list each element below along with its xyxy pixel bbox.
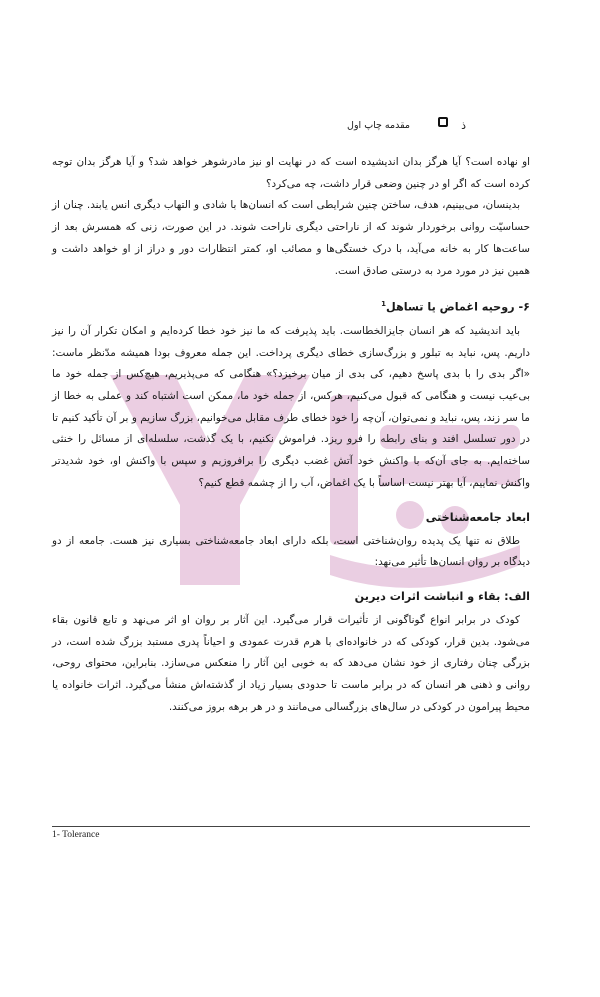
heading-tolerance [52, 294, 530, 318]
heading-tolerance-text: ۶- روحیه اغماض یا تساهل [385, 300, 530, 314]
footnote-divider [52, 826, 530, 827]
footnote-marker: 1 [381, 300, 386, 309]
page-body [52, 152, 530, 719]
heading-persistence: الف: بقاء و انباشت اثرات دیرین [354, 589, 530, 603]
paragraph-2: بدینسان، می‌بینیم، هدف، ساختن چنین شرایطی است که انسان‌ها با شادی و التهاب دیگری انس یابند. چنان از حساسیّت روانی برخوردار شوند که از ناراحتی دیگری ناراحت شوند. در این صورت، زنی که همسرش بعد از ساعت‌ها کار به خانه می‌آید، با درک خستگی‌ها و مصائب او، کمتر انتظارات دور و دراز از او خواهد داشت و همین نیز در مورد مرد به درستی صادق است. [52, 199, 530, 277]
paragraph-1: او نهاده است؟ آیا هرگز بدان اندیشیده است که در نهایت او نیز مادرشوهر خواهد شد؟ و آیا هرگز بدان توجه کرده است که اگر او در چنین وضعی قرار داشت، چه می‌کرد؟ [52, 156, 530, 190]
page-number: ذ [461, 119, 466, 132]
heading-sociological: ابعاد جامعه‌شناختی [425, 510, 530, 524]
paragraph-4: طلاق نه تنها یک پدیده روان‌شناختی است، بلکه دارای ابعاد جامعه‌شناختی بسیاری نیز هست. جامعه از دو دیدگاه بر روان انسان‌ها تأثیر می‌نهد: [52, 534, 530, 569]
square-box-icon [438, 117, 448, 127]
paragraph-5: کودک در برابر انواع گوناگونی از تأثیرات قرار می‌گیرد. این آثار بر روان او اثر می‌نهد و تابع قانون بقاء می‌شود. بدین قرار، کودکی که در خانواده‌ای با هرم قدرت عمودی و احیاناً پدری مستبد بزرگ شده است، در بزرگی چنان رفتاری از خود نشان می‌دهد که به خوبی این آثار را منعکس می‌سازد. بنابراین، محتوای روحی، روانی و ذهنی هر انسان که در برابر ماست تا حدودی بسیار زیاد از گذشته‌اش منشأ می‌گیرد. اثرات خانواده یا محیط پیرامون در کودکی در سال‌های بزرگسالی می‌مانند و در هر برهه بروز می‌کنند. [52, 613, 530, 713]
paragraph-3: باید اندیشید که هر انسان جایزالخطاست. باید پذیرفت که ما نیز خود خطا کرده‌ایم و امکان تکرار آن را نیز داریم. پس، نباید به تبلور و بزرگ‌سازی خطای دیگری پرداخت. این جمله معروف بودا همیشه مدّنظر ماست: «اگر بدی را با بدی پاسخ دهیم، کی بدی از میان برخیزد؟» هنگامی که می‌پذیریم، هیچ‌کس از جمله خود ما بی‌عیب نیست و هنگامی که قبول می‌کنیم، هرکس، از جمله خود ما، ممکن است اشتباه کند و عملی به خطا از ما سر زند، پس، نباید و نمی‌توان، آن‌چه را خود خطای طرف مقابل می‌خوانیم، بزرگ سازیم و بر آن تأکید کنیم تا در دور تسلسل افتد و بنای رابطه را فرو ریزد. فراموش نکنیم، با یک گذشت، سلسله‌ای از مسائل را خنثی ساخته‌ایم. به جای آن‌که با واکنش خود آتش غضب دیگری را برافروزیم و سپس با واکنش او، خود شدیدتر واکنش نماییم، آیا بهتر نیست اساساً با یک اغماض، آب را از چشمه قطع کنیم؟ [52, 324, 530, 489]
page-header [50, 116, 530, 136]
footnote: 1- Tolerance [52, 830, 100, 840]
running-title: مقدمه چاپ اول [347, 120, 410, 131]
